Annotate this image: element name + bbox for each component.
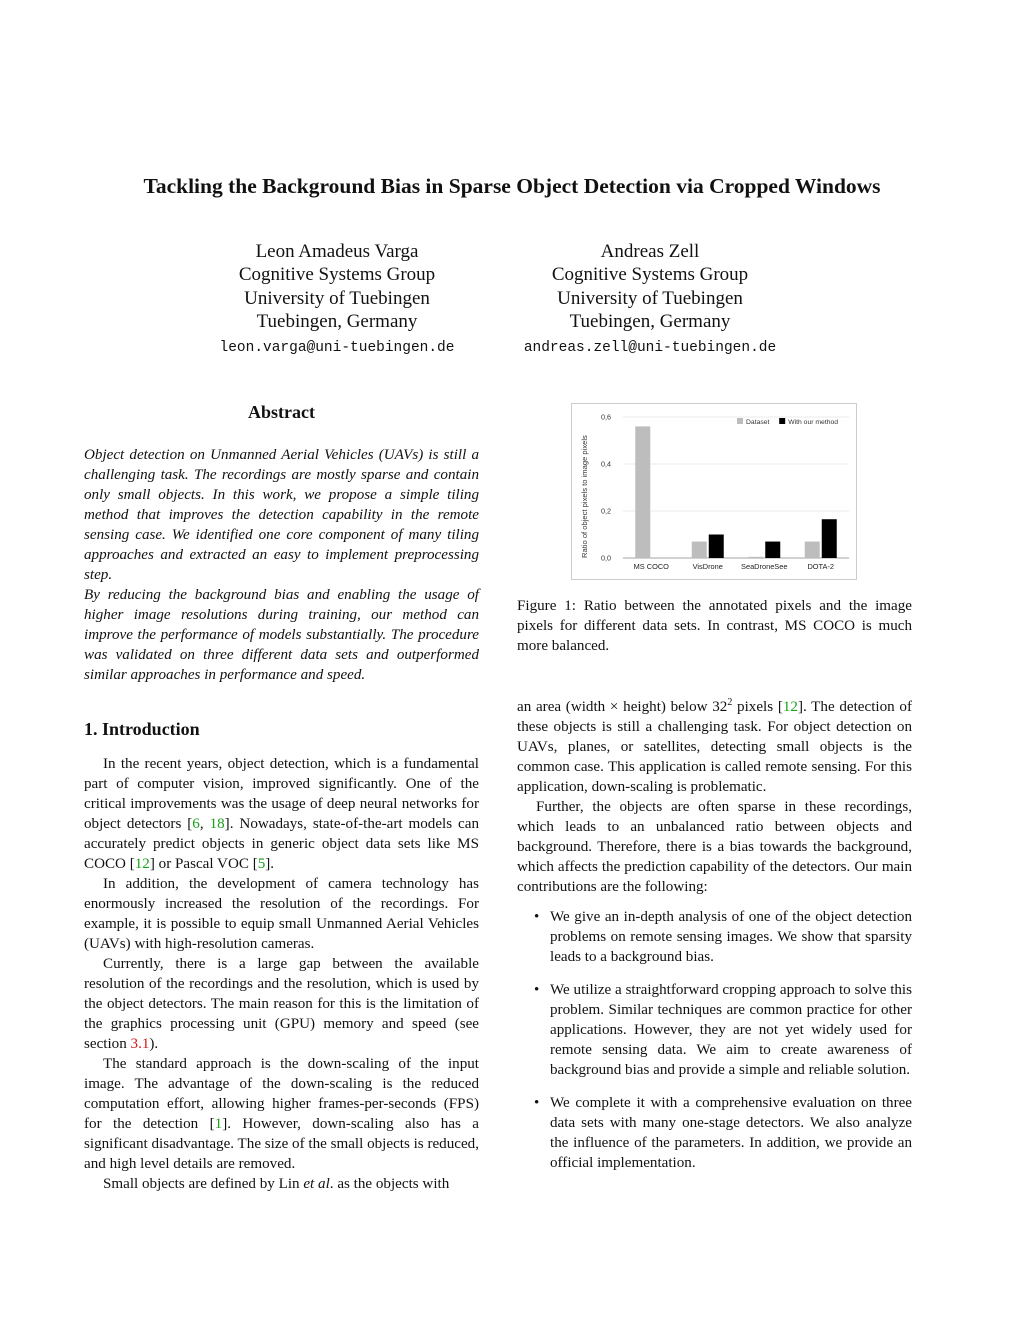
author-location: Tuebingen, Germany — [569, 311, 731, 333]
citation-link[interactable]: 1 — [214, 1116, 223, 1132]
chart-bar — [748, 557, 763, 558]
author-group: Cognitive Systems Group — [238, 264, 436, 286]
paragraph: In the recent years, object detection, which is a fundamental part of computer vision, improved significantly. One of the critical improvements was the usage of deep neural networks for object detectors [6, 18]. Nowadays, state-of-the-art models can accurately predict objects in generic object data sets like MS COCO [12] or Pascal VOC [5]. — [84, 756, 479, 872]
chart-y-tick-label: 0,4 — [601, 459, 611, 469]
chart-bar — [765, 542, 780, 558]
author-name: Leon Amadeus Varga — [255, 241, 419, 262]
bullet-icon: • — [534, 909, 540, 926]
author-email: andreas.zell@uni-tuebingen.de — [523, 339, 777, 356]
abstract-heading: Abstract — [248, 402, 315, 422]
right-column-body — [517, 693, 912, 1186]
section-heading-introduction: 1. Introduction — [84, 719, 200, 739]
author-name: Andreas Zell — [600, 241, 700, 262]
section-link[interactable]: 3.1 — [130, 1036, 150, 1052]
abstract-body — [84, 445, 479, 685]
citation-link[interactable]: 12 — [134, 856, 150, 872]
abstract-paragraph: Object detection on Unmanned Aerial Vehicles (UAVs) is still a challenging task. The recordings are mostly sparse and contain only small objects. In this work, we propose a simple tiling method that improves the detection capability in the remote sensing case. We identified one core component of many tiling approaches and extracted an easy to implement preprocessing step. — [84, 447, 479, 583]
figure-caption: Figure 1: Ratio between the annotated pixels and the image pixels for different data sets. In contrast, MS COCO is much more balanced. — [517, 598, 912, 654]
citation-link[interactable]: 12 — [782, 699, 798, 716]
chart-legend-label: With our method — [788, 419, 839, 426]
paragraph: The standard approach is the down-scaling of the input image. The advantage of the down-scaling is the reduced computation effort, allowing higher frames-per-seconds (FPS) for the detection [1]. However, down-scaling also has a significant disadvantage. The size of the small objects is reduced, and high level details are removed. — [84, 1056, 479, 1172]
chart-x-tick-label: DOTA-2 — [807, 562, 835, 571]
chart-y-axis-label: Ratio of object pixels to image pixels — [580, 435, 589, 558]
paragraph: an area (width × height) below $32^2$ pixels [12]. The detection of these objects is still a challenging task. For object detection on UAVs, planes, or satellites, detecting small objects is the common case. This application is called remote sensing. For this application, down-scaling is problematic. — [517, 697, 912, 796]
chart-legend-label: Dataset — [746, 419, 770, 426]
chart-bar — [692, 542, 707, 558]
paragraph: Currently, there is a large gap between the available resolution of the recordings and the resolution, which is used by the object detectors. The main reason for this is the limitation of the graphics processing unit (GPU) memory and speed (see section 3.1). — [84, 956, 479, 1052]
chart-x-tick-label: MS COCO — [633, 562, 669, 571]
bullet-icon: • — [534, 1095, 540, 1112]
chart-y-tick-label: 0,2 — [601, 506, 611, 516]
abstract-paragraph: By reducing the background bias and enabling the usage of higher image resolutions during training, our method can improve the performance of models substantially. The procedure was validated on three different data sets and outperformed similar approaches in performance and speed. — [84, 587, 479, 683]
chart-y-tick-label: 0,0 — [601, 553, 611, 563]
author-block — [177, 240, 497, 360]
paragraph: In addition, the development of camera technology has enormously increased the resolution of the recordings. For example, it is possible to equip small Unmanned Aerial Vehicles (UAVs) with high-resolution cameras. — [84, 876, 479, 952]
paragraph: Further, the objects are often sparse in these recordings, which leads to an unbalanced ratio between objects and background. Therefore, there is a bias towards the background, which affects the prediction capability of the detectors. Our main contributions are the following: — [517, 799, 912, 896]
list-item: • We utilize a straightforward cropping approach to solve this problem. Similar techniques are common practice for other applications. However, they are not yet widely used for remote sensing data. We aim to create awareness of background bias and provide a simple and reliable solution. — [534, 982, 912, 1079]
author-email: leon.varga@uni-tuebingen.de — [219, 339, 455, 356]
paragraph: Small objects are defined by Lin et al. as the objects with — [103, 1176, 450, 1192]
author-university: University of Tuebingen — [244, 287, 430, 309]
author-group: Cognitive Systems Group — [551, 264, 749, 286]
chart-bar — [709, 535, 724, 559]
chart-legend-swatch — [779, 418, 785, 424]
chart-bar — [805, 542, 820, 558]
chart-legend-swatch — [737, 418, 743, 424]
citation-link[interactable]: 6 — [192, 816, 200, 832]
introduction-body — [84, 754, 479, 1194]
citation-link[interactable]: 18 — [209, 816, 225, 832]
chart-y-tick-label: 0,6 — [601, 412, 611, 422]
contribution-list — [517, 907, 912, 1173]
paper-title: Tackling the Background Bias in Sparse Object Detection via Cropped Windows — [143, 174, 881, 198]
chart-x-tick-label: VisDrone — [692, 562, 723, 571]
chart-x-tick-label: SeaDroneSee — [741, 562, 788, 571]
citation-link[interactable]: 5 — [257, 856, 266, 872]
chart-bar — [635, 426, 650, 558]
figure-chart — [571, 403, 857, 580]
bullet-icon: • — [534, 982, 540, 999]
chart-bar — [822, 519, 837, 558]
author-university: University of Tuebingen — [557, 287, 743, 309]
list-item: • We complete it with a comprehensive evaluation on three data sets with many one-stage detectors. We also analyze the influence of the parameters. In addition, we provide an official implementation. — [534, 1095, 912, 1172]
author-location: Tuebingen, Germany — [256, 311, 418, 333]
list-item: • We give an in-depth analysis of one of the object detection problems on remote sensing images. We show that sparsity leads to a background bias. — [534, 909, 912, 966]
author-block — [490, 240, 810, 360]
